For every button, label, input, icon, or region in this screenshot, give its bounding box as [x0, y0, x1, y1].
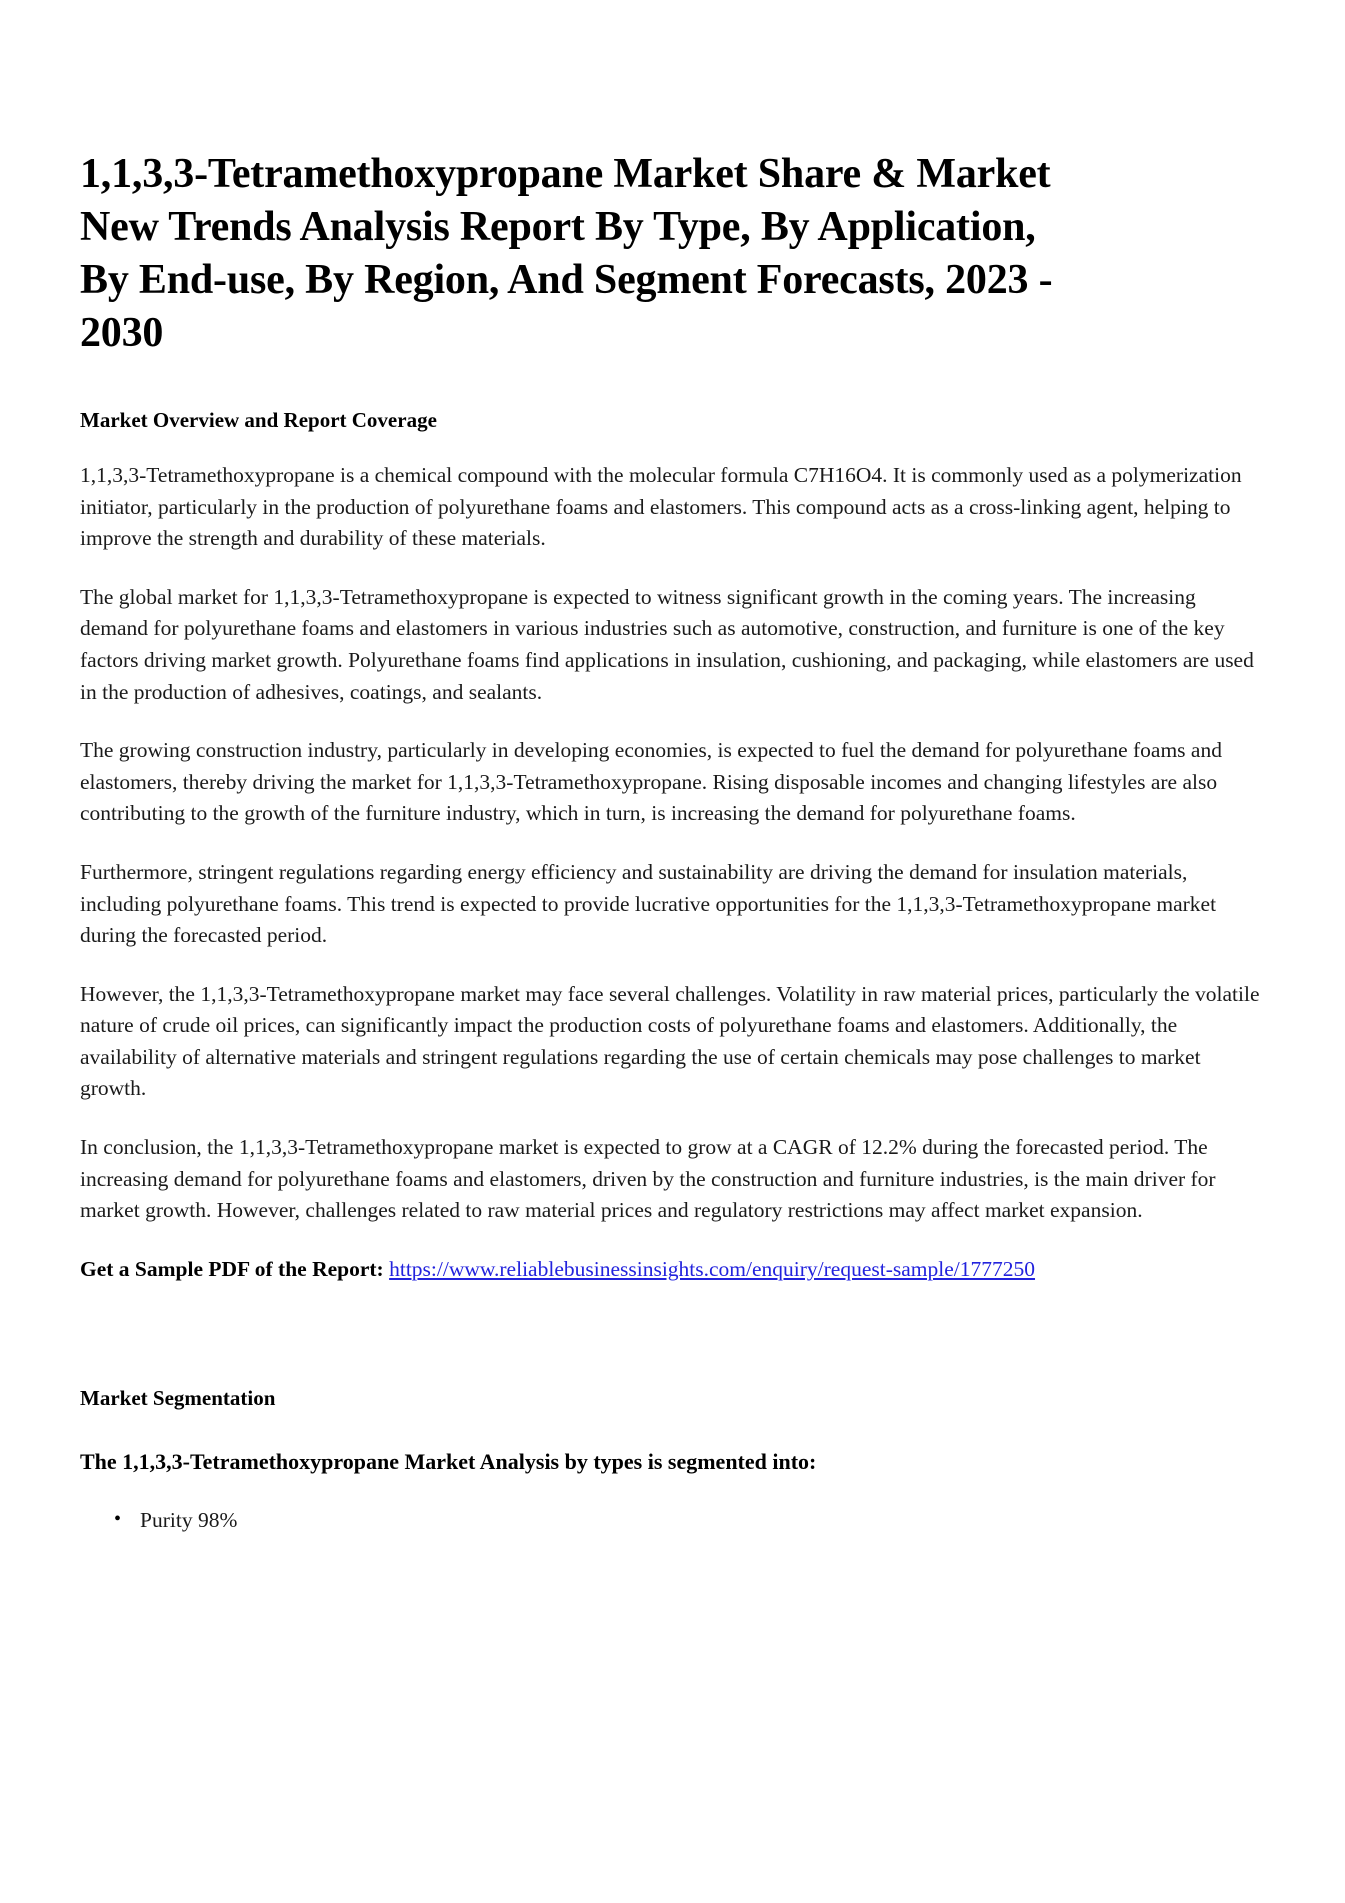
- paragraph-global-market-growth: The global market for 1,1,3,3-Tetramethoxypropane is expected to witness significant growth in the coming years. The increasing demand for polyurethane foams and elastomers in various industries such as automotive, construction, and furniture is one of the key factors driving market growth. Polyurethane foams find applications in insulation, cushioning, and packaging, while elastomers are used in the production of adhesives, coatings, and sealants.: [80, 584, 1254, 704]
- paragraph-market-challenges: However, the 1,1,3,3-Tetramethoxypropane market may face several challenges. Volatility in raw material prices, particularly the volatile nature of crude oil prices, can significantly impact the production costs of polyurethane foams and elastomers. Additionally, the availability of alternative materials and stringent regulations regarding the use of certain chemicals may pose challenges to market growth.: [80, 981, 1260, 1101]
- paragraph-compound-description: 1,1,3,3-Tetramethoxypropane is a chemical compound with the molecular formula C7H16O4. It is commonly used as a polymerization initiator, particularly in the production of polyurethane foams and elastomers. This compound acts as a cross-linking agent, helping to improve the strength and durability of these materials.: [80, 462, 1242, 551]
- sample-pdf-label: Get a Sample PDF of the Report:: [80, 1256, 384, 1281]
- market-segmentation-heading: Market Segmentation: [80, 1386, 276, 1411]
- request-sample-link[interactable]: https://www.reliablebusinessinsights.com/enquiry/request-sample/1777250: [389, 1256, 1036, 1281]
- paragraph-regulations-opportunities: Furthermore, stringent regulations regarding energy efficiency and sustainability are driving the demand for insulation materials, including polyurethane foams. This trend is expected to provide lucrative opportunities for the 1,1,3,3-Tetramethoxypropane market during the forecasted period.: [80, 859, 1217, 948]
- page-title: 1,1,3,3-Tetramethoxypropane Market Share & Market New Trends Analysis Report By Type, By Application, By End-use, By Region, And Segment Forecasts, 2023 - 2030: [80, 151, 1053, 356]
- segmentation-types-subheading: The 1,1,3,3-Tetramethoxypropane Market Analysis by types is segmented into:: [80, 1448, 817, 1474]
- sample-pdf-line: [80, 1254, 1265, 1286]
- segmentation-type-list: [80, 1504, 1265, 1536]
- market-overview-heading: Market Overview and Report Coverage: [80, 407, 437, 432]
- list-item: • Purity 98%: [140, 1504, 1265, 1536]
- paragraph-conclusion: In conclusion, the 1,1,3,3-Tetramethoxypropane market is expected to grow at a CAGR of 12.2% during the forecasted period. The increasing demand for polyurethane foams and elastomers, driven by the construction and furniture industries, is the main driver for market growth. However, challenges related to raw material prices and regulatory restrictions may affect market expansion.: [80, 1135, 1216, 1223]
- section-spacer: [80, 1312, 1265, 1384]
- paragraph-construction-industry: The growing construction industry, particularly in developing economies, is expected to fuel the demand for polyurethane foams and elastomers, thereby driving the market for 1,1,3,3-Tetramethoxypropane. Rising disposable incomes and changing lifestyles are also contributing to the growth of the furniture industry, which in turn, is increasing the demand for polyurethane foams.: [80, 738, 1222, 826]
